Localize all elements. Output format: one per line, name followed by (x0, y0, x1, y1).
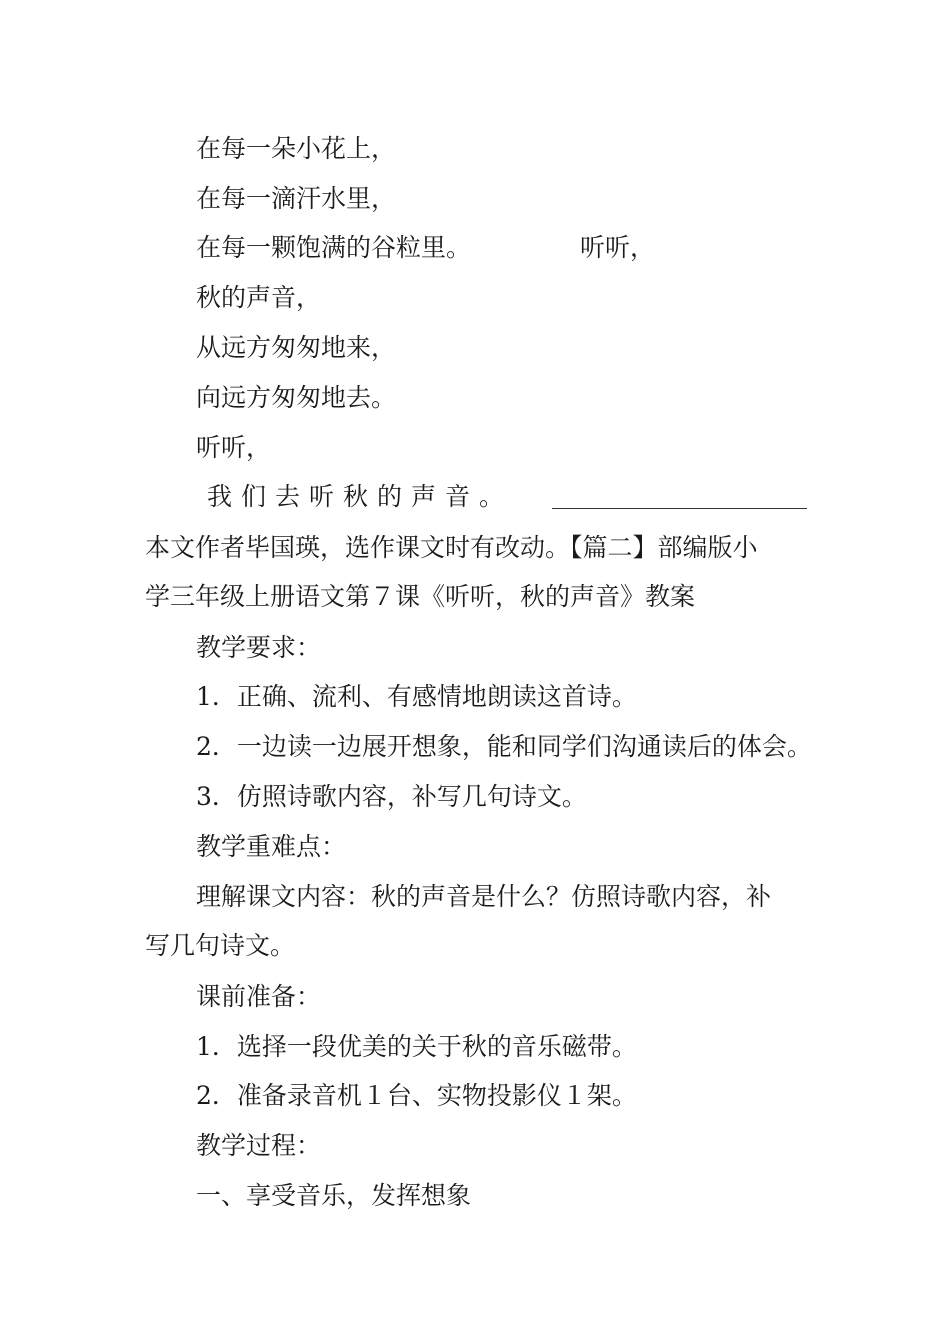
key-points-text-1: 理解课文内容：秋的声音是什么？仿照诗歌内容，补 (196, 882, 772, 911)
preparation-item-2: 2．准备录音机１台、实物投影仪１架。 (196, 1081, 637, 1110)
poem-line-7: 听听， (196, 433, 272, 462)
process-step-1: 一、享受音乐，发挥想象 (196, 1181, 472, 1210)
note-line-1: 本文作者毕国瑛，选作课文时有改动。【篇二】部编版小 (145, 533, 758, 562)
poem-line-3-right: 听听， (580, 233, 656, 262)
poem-line-6: 向远方匆匆地去。 (196, 383, 397, 412)
note-line-2: 学三年级上册语文第７课《听听，秋的声音》教案 (145, 582, 696, 611)
requirements-item-1: 1．正确、流利、有感情地朗读这首诗。 (196, 682, 637, 711)
poem-line-1: 在每一朵小花上， (196, 134, 397, 163)
preparation-item-1: 1．选择一段优美的关于秋的音乐磁带。 (196, 1032, 637, 1061)
poem-line-4: 秋的声音， (196, 283, 322, 312)
poem-line-8: 我们去听秋的声音。 (207, 482, 514, 511)
process-heading: 教学过程： (196, 1131, 322, 1160)
key-points-heading: 教学重难点： (196, 832, 347, 861)
poem-line-3: 在每一颗饱满的谷粒里。 (196, 233, 472, 262)
preparation-heading: 课前准备： (196, 982, 322, 1011)
poem-line-2: 在每一滴汗水里， (196, 184, 397, 213)
requirements-item-3: 3．仿照诗歌内容，补写几句诗文。 (196, 782, 587, 811)
requirements-heading: 教学要求： (196, 633, 322, 662)
footnote-rule (552, 508, 807, 509)
requirements-item-2: 2．一边读一边展开想象，能和同学们沟通读后的体会。 (196, 732, 812, 761)
poem-line-5: 从远方匆匆地来， (196, 333, 397, 362)
key-points-text-2: 写几句诗文。 (145, 931, 296, 960)
